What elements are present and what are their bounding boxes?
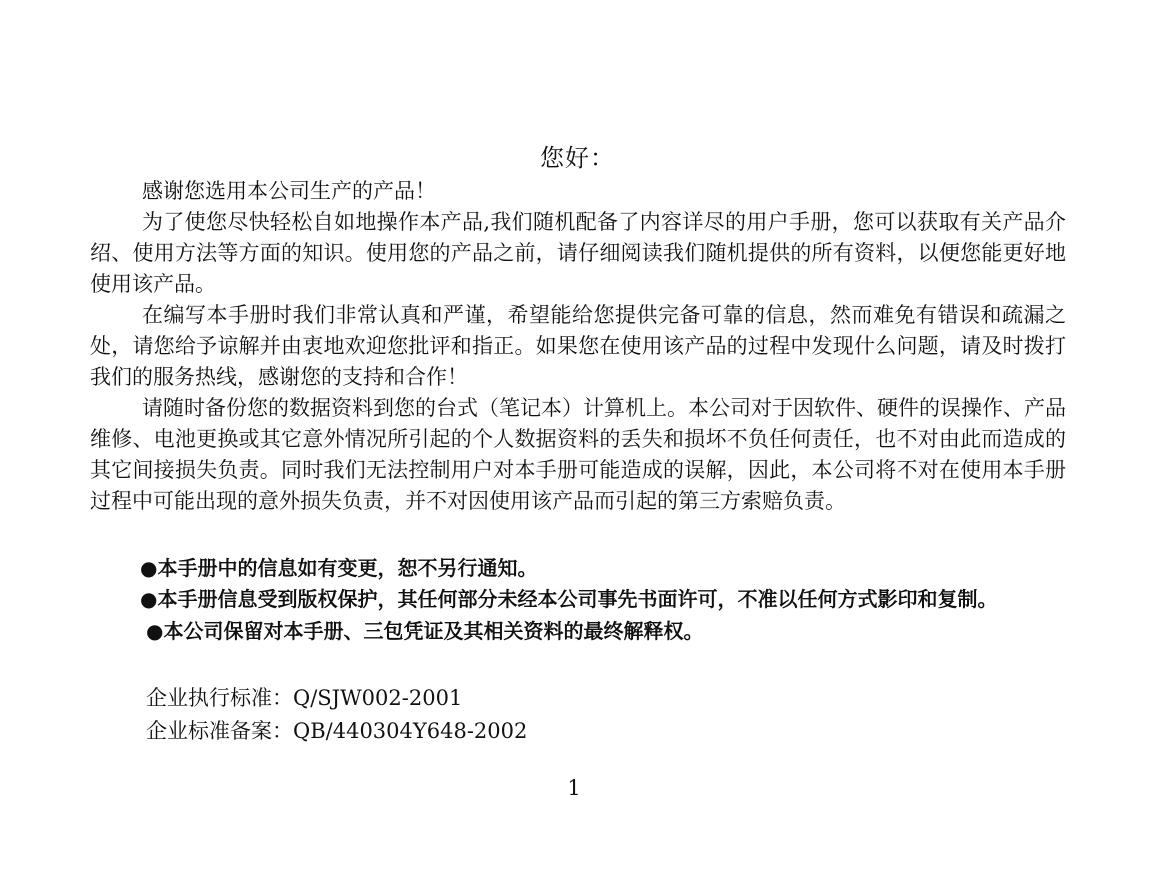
notice-item [128, 553, 1068, 584]
page-number: 1 [567, 776, 581, 800]
notice-item [128, 616, 1068, 647]
paragraph-manual-intro: 为了使您尽快轻松自如地操作本产品,我们随机配备了内容详尽的用户手册，您可以获取有关产品介绍、使用方法等方面的知识。使用您的产品之前，请仔细阅读我们随机提供的所有资料，以便您能更好地使用该产品。 [90, 210, 1066, 296]
bullet-icon: ● [140, 556, 158, 580]
notice-list [128, 553, 1068, 647]
paragraph-thanks: 感谢您选用本公司生产的产品！ [142, 179, 436, 203]
page-title: 您好： [540, 144, 615, 172]
notice-text: 本手册中的信息如有变更，恕不另行通知。 [157, 556, 538, 580]
paragraph-feedback: 在编写本手册时我们非常认真和严谨，希望能给您提供完备可靠的信息，然而难免有错误和疏漏之处，请您给予谅解并由衷地欢迎您批评和指正。如果您在使用该产品的过程中发现什么问题，请及时拨打我们的服务热线，感谢您的支持和合作！ [90, 303, 1066, 389]
standards-info [146, 682, 527, 748]
paragraph-disclaimer: 请随时备份您的数据资料到您的台式（笔记本）计算机上。本公司对于因软件、硬件的误操作、产品维修、电池更换或其它意外情况所引起的个人数据资料的丢失和损坏不负任何责任，也不对由此而造成的其它间接损失负责。同时我们无法控制用户对本手册可能造成的误解，因此，本公司将不对在使用本手册过程中可能出现的意外损失负责，并不对因使用该产品而引起的第三方索赔负责。 [90, 396, 1066, 513]
notice-text: 本公司保留对本手册、三包凭证及其相关资料的最终解释权。 [163, 619, 704, 643]
execution-standard: 企业执行标准：Q/SJW002-2001 [146, 686, 463, 710]
body-text [90, 176, 1066, 517]
standard-filing: 企业标准备案：QB/440304Y648-2002 [146, 719, 528, 743]
notice-item [128, 584, 1068, 615]
bullet-icon: ● [146, 619, 164, 643]
bullet-icon: ● [140, 587, 158, 611]
notice-text: 本手册信息受到版权保护，其任何部分未经本公司事先书面许可，不准以任何方式影印和复制。 [157, 587, 998, 611]
